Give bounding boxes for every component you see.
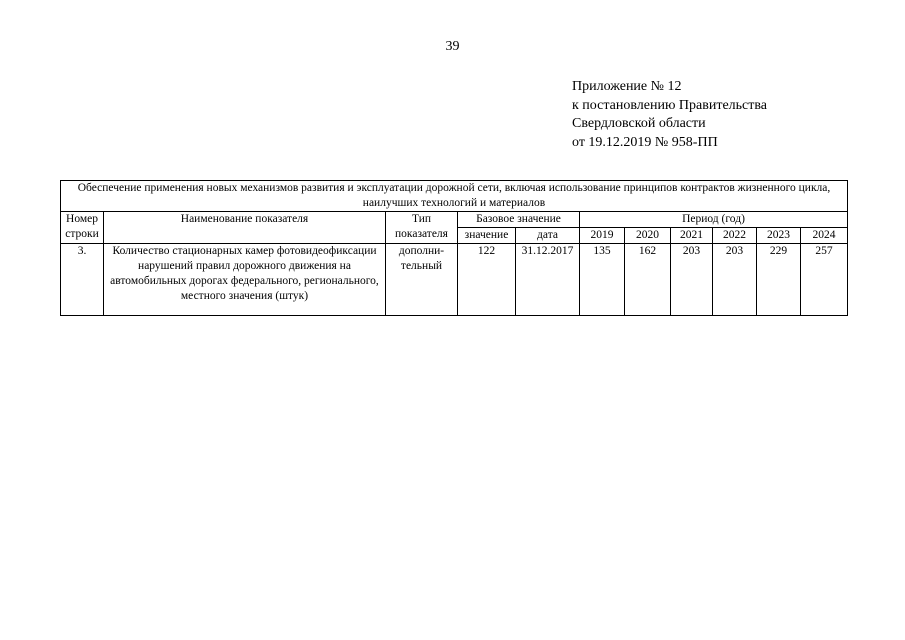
year-value: 203 xyxy=(671,244,713,316)
section-title-row xyxy=(61,181,848,212)
year-value: 162 xyxy=(625,244,671,316)
header-base-value-date: дата xyxy=(516,228,580,244)
year-value: 229 xyxy=(757,244,801,316)
appendix-date-number: от 19.12.2019 № 958-ПП xyxy=(572,134,718,150)
indicator-type: дополни-тельный xyxy=(386,244,458,316)
appendix-region: Свердловской области xyxy=(572,116,706,131)
table-row xyxy=(61,244,848,316)
appendix-title: Приложение № 12 xyxy=(572,79,682,94)
base-value: 122 xyxy=(458,244,516,316)
header-row-1 xyxy=(61,212,848,228)
header-base-value-value: значение xyxy=(458,228,516,244)
year-value: 203 xyxy=(713,244,757,316)
header-year: 2022 xyxy=(713,228,757,244)
header-year: 2019 xyxy=(580,228,625,244)
header-year: 2023 xyxy=(757,228,801,244)
row-number: 3. xyxy=(61,244,104,316)
appendix-resolution: к постановлению Правительства xyxy=(572,97,768,113)
header-indicator-name: Наименование показателя xyxy=(104,212,386,244)
year-value: 257 xyxy=(801,244,848,316)
header-row-number: Номер строки xyxy=(61,212,104,244)
header-base-value: Базовое значение xyxy=(458,212,580,228)
base-date: 31.12.2017 xyxy=(516,244,580,316)
section-title: Обеспечение применения новых механизмов развития и эксплуатации дорожной сети, включая использование принципов контрактов жизненного цикла, наилучших технологий и материалов xyxy=(61,181,848,212)
header-indicator-type: Тип показателя xyxy=(386,212,458,244)
header-year: 2024 xyxy=(801,228,848,244)
header-year: 2020 xyxy=(625,228,671,244)
indicators-table xyxy=(60,180,848,316)
year-value: 135 xyxy=(580,244,625,316)
page-number: 39 xyxy=(445,39,460,54)
header-year: 2021 xyxy=(671,228,713,244)
appendix-header xyxy=(572,78,767,152)
header-period: Период (год) xyxy=(580,212,848,228)
indicator-name: Количество стационарных камер фотовидеофиксации нарушений правил дорожного движения на автомобильных дорогах федерального, регионального, местного значения (штук) xyxy=(104,244,386,316)
